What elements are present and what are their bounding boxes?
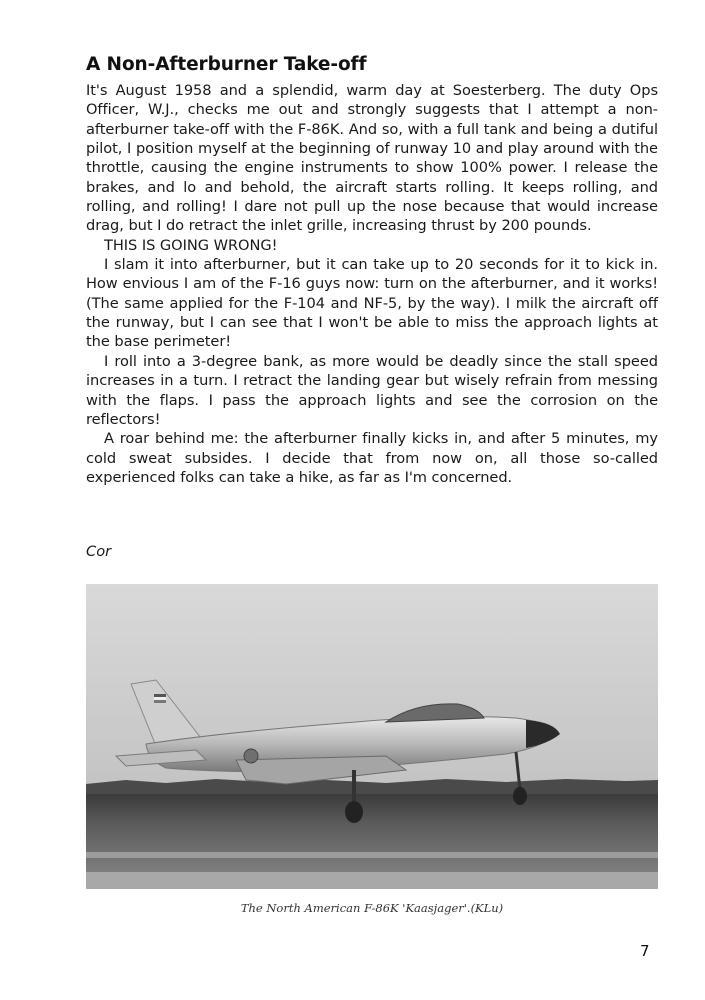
photo-caption: The North American F-86K 'Kaasjager'.(KLu) bbox=[240, 901, 504, 915]
paragraph-1: It's August 1958 and a splendid, warm day at Soesterberg. The duty Ops Officer, W.J., checks me out and strongly suggests that I attempt a non-afterburner take-off with the F-86K. And so, with a full tank and being a dutiful pilot, I position myself at the beginning of runway 10 and play around with the throttle, causing the engine instruments to show 100% power. I release the brakes, and lo and behold, the aircraft starts rolling. It keeps rolling, and rolling, and rolling! I dare not pull up the nose because that would increase drag, but I do retract the inlet grille, increasing thrust by 200 pounds. bbox=[86, 82, 658, 235]
author-signoff: Cor bbox=[86, 543, 112, 560]
paragraph-4: I roll into a 3-degree bank, as more would be deadly since the stall speed increases in a turn. I retract the landing gear but wisely refrain from messing with the flaps. I pass the approach lights and see the corrosion on the reflectors! bbox=[86, 352, 658, 428]
paragraph-5: A roar behind me: the afterburner finally kicks in, and after 5 minutes, my cold sweat subsides. I decide that from now on, all those so-called experienced folks can take a hike, as far as I'm concerned. bbox=[86, 430, 658, 486]
paragraph-3: I slam it into afterburner, but it can take up to 20 seconds for it to kick in. How envious I am of the F-16 guys now: turn on the afterburner, and it works! (The same applied for the F-104 and NF-5, by the way). I milk the aircraft off the runway, but I can see that I won't be able to miss the approach lights at the base perimeter! bbox=[86, 256, 658, 351]
article-heading: A Non-Afterburner Take-off bbox=[86, 54, 367, 75]
aircraft-photo bbox=[86, 584, 658, 889]
article-body bbox=[86, 81, 658, 487]
page-number: 7 bbox=[640, 942, 650, 960]
paragraph-2: THIS IS GOING WRONG! bbox=[104, 236, 278, 254]
